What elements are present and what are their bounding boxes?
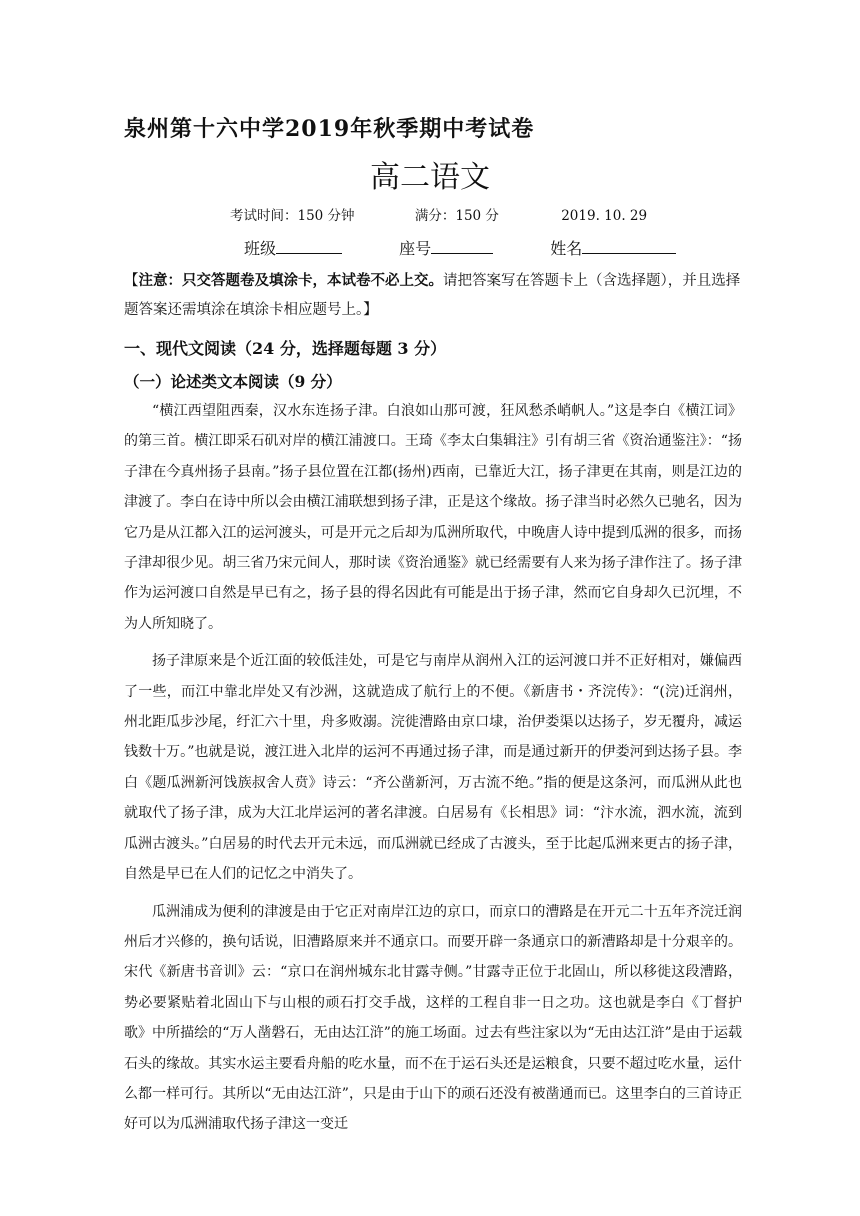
exam-time: 考试时间：150 分钟 [230, 208, 355, 224]
class-label: 班级 [244, 239, 277, 258]
notice-bold: 注意：只交答题卷及填涂卡，本试卷不必上交。 [138, 272, 443, 289]
class-field[interactable] [244, 236, 342, 259]
section-heading: 一、现代文阅读（24 分，选择题每题 3 分） [124, 339, 447, 358]
subject-title: 高二语文 [370, 160, 490, 195]
school-title: 泉州第十六中学2019年秋季期中考试卷 [124, 116, 535, 142]
notice-open-bracket: 【 [124, 273, 139, 289]
passage-paragraph-1: “横江西望阻西秦，汉水东连扬子津。白浪如山那可渡，狂风愁杀峭帆人。”这是李白《横江词》的第三首。横江即采石矶对岸的横江浦渡口。王琦《李太白集辑注》引有胡三省《资治通鉴注》：“扬子津在今真州扬子县南。”扬子县位置在江都(扬州)西南，已靠近大江，扬子津更在其南，则是江边的津渡了。李白在诗中所以会由横江浦联想到扬子津，正是这个缘故。扬子津当时必然久已驰名，因为它乃是从江都入江的运河渡头，可是开元之后却为瓜洲所取代，中晚唐人诗中提到瓜洲的很多，而扬子津却很少见。胡三省乃宋元间人，那时读《资治通鉴》就已经需要有人来为扬子津作注了。扬子津作为运河渡口自然是早已有之，扬子县的得名因此有可能是出于扬子津，然而它自身却久已沉埋，不为人所知晓了。 [124, 403, 742, 632]
notice [124, 266, 744, 325]
notice-rest: 请把答案写在答题卡上（含选择题），并且选择题答案还需填涂在填涂卡相应题号上。】 [124, 273, 741, 318]
passage-paragraph-2: 扬子津原来是个近江面的较低洼处，可是它与南岸从润州入江的运河渡口并不正好相对，嫌偏西了一些，而江中靠北岸处又有沙洲，这就造成了航行上的不便。《新唐书・齐浣传》：“(浣)迁润州，州北距瓜步沙尾，纡汇六十里，舟多败溺。浣徙漕路由京口埭，治伊娄渠以达扬子，岁无覆舟，减运钱数十万。”也就是说，渡江进入北岸的运河不再通过扬子津，而是通过新开的伊娄河到达扬子县。李白《题瓜洲新河饯族叔舍人贲》诗云：“齐公凿新河，万古流不绝。”指的便是这条河，而瓜洲从此也就取代了扬子津，成为大江北岸运河的著名津渡。白居易有《长相思》词：“汴水流，泗水流，流到瓜洲古渡头。”白居易的时代去开元未远，而瓜洲就已经成了古渡头，至于比起瓜洲来更古的扬子津，自然是早已在人们的记忆之中消失了。 [124, 653, 742, 883]
subsection-heading: （一）论述类文本阅读（9 分） [124, 372, 342, 391]
seat-label: 座号 [399, 239, 432, 258]
exam-meta [230, 204, 647, 224]
exam-date: 2019. 10. 29 [561, 208, 648, 224]
passage-paragraph-3: 瓜洲浦成为便利的津渡是由于它正对南岸江边的京口，而京口的漕路是在开元二十五年齐浣迁润州后才兴修的，换句话说，旧漕路原来并不通京口。而要开辟一条通京口的新漕路却是十分艰辛的。宋代《新唐书音训》云：“京口在润州城东北甘露寺侧。”甘露寺正位于北固山，所以移徙这段漕路，势必要紧贴着北固山下与山根的顽石打交手战，这样的工程自非一日之功。这也就是李白《丁督护歌》中所描绘的“万人凿磐石，无由达江浒”的施工场面。过去有些注家以为“无由达江浒”是由于运载石头的缘故。其实水运主要看舟船的吃水量，而不在于运石头还是运粮食，只要不超过吃水量，运什么都一样可行。其所以“无由达江浒”，只是由于山下的顽石还没有被凿通而已。这里李白的三首诗正好可以为瓜洲浦取代扬子津这一变迁 [124, 903, 742, 1133]
class-blank[interactable] [276, 238, 342, 254]
seat-field[interactable] [399, 236, 493, 259]
name-field[interactable] [550, 236, 676, 259]
seat-blank[interactable] [431, 238, 493, 254]
student-info [244, 236, 676, 259]
full-score: 满分：150 分 [414, 208, 499, 224]
reading-passage [124, 396, 742, 1140]
name-blank[interactable] [582, 238, 676, 254]
name-label: 姓名 [550, 239, 583, 258]
